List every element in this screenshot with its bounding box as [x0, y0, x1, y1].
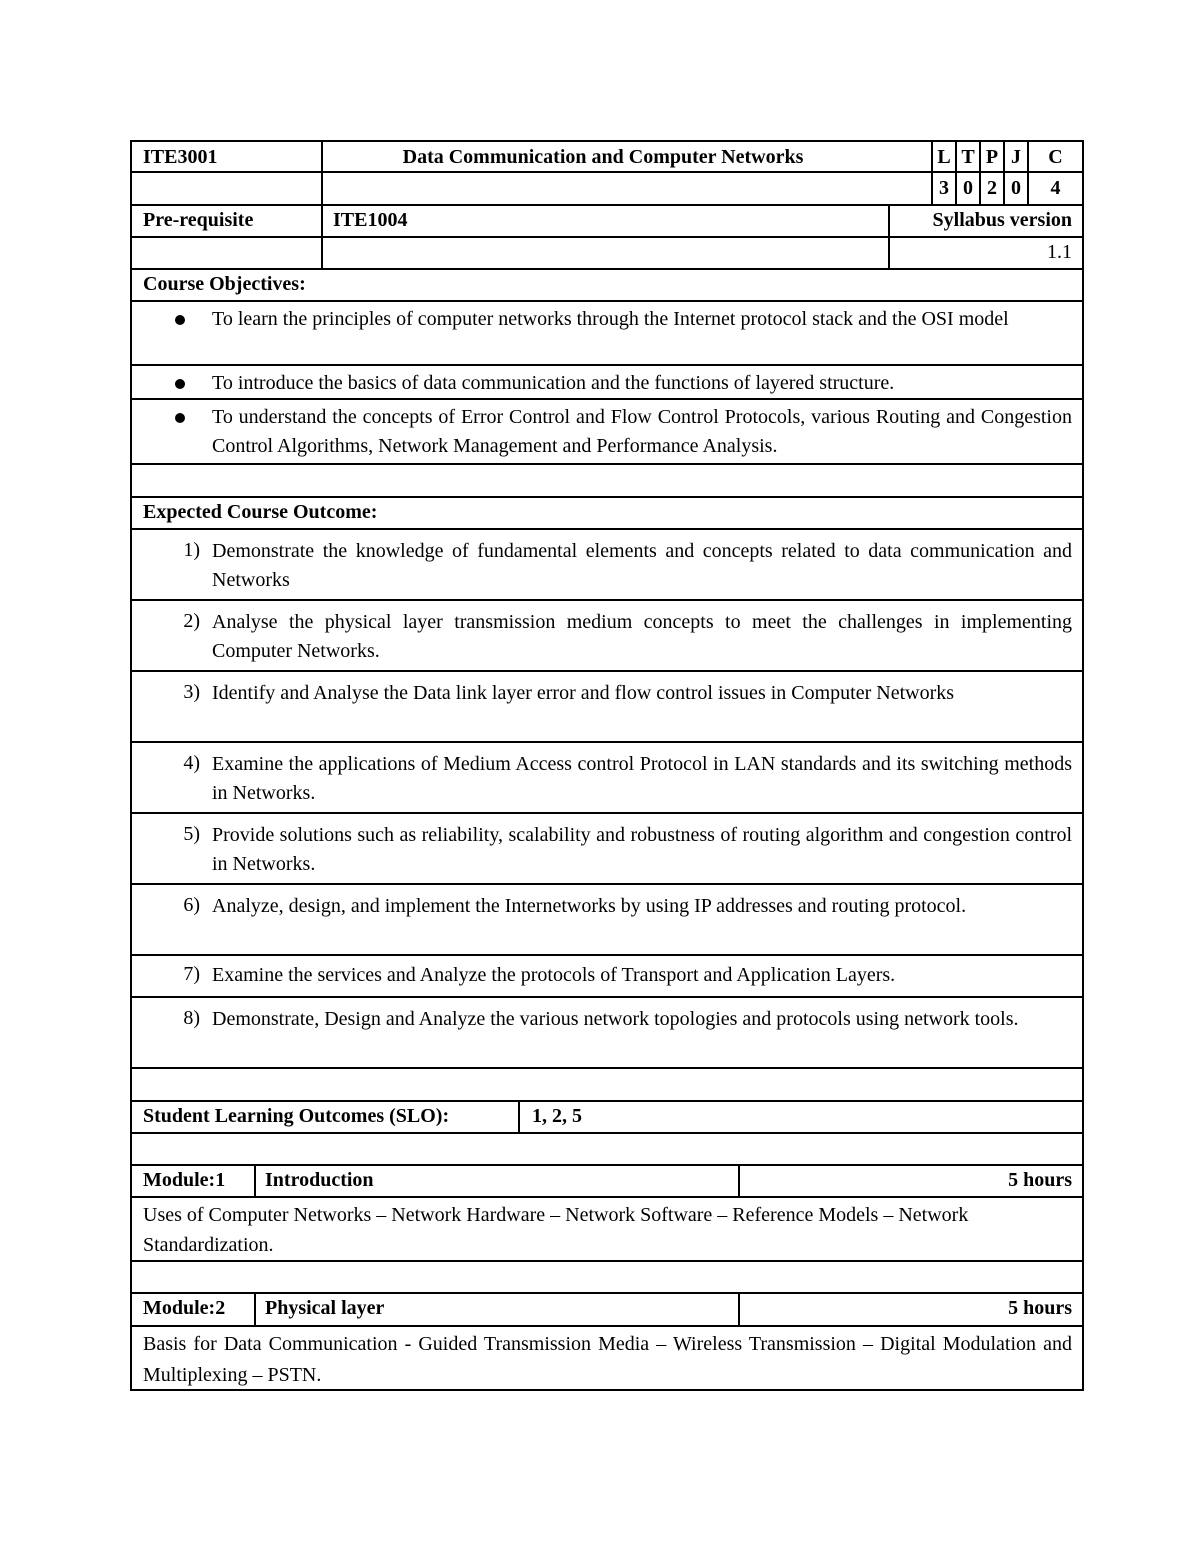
outcome-item: [130, 814, 1084, 885]
outcome-number: 7): [183, 963, 200, 985]
spacer-row: [130, 1134, 1084, 1166]
slo-label: Student Learning Outcomes (SLO):: [143, 1105, 450, 1127]
objective-item: [130, 302, 1084, 366]
module-2-title: Physical layer: [265, 1297, 385, 1319]
ltpjc-value-t: 0: [963, 177, 973, 199]
module-2-header: [130, 1294, 1084, 1327]
objective-item: [130, 366, 1084, 400]
outcome-item: [130, 601, 1084, 672]
objective-item: [130, 400, 1084, 465]
outcome-text: Examine the services and Analyze the protocols of Transport and Application Layers.: [212, 964, 896, 986]
bullet-icon: [175, 413, 185, 423]
outcome-number: 8): [183, 1007, 200, 1029]
module-2-content-row: [130, 1327, 1084, 1391]
module-2-hours: 5 hours: [1008, 1297, 1072, 1319]
ltpjc-value-l: 3: [939, 177, 949, 199]
slo-row: [130, 1102, 1084, 1134]
ltpjc-label-l: L: [937, 146, 951, 168]
outcome-item: [130, 956, 1084, 998]
ltpjc-value-j: 0: [1011, 177, 1021, 199]
outcome-text: Provide solutions such as reliability, scalability and robustness of routing algorithm and congestion control in Networks.: [212, 824, 1072, 875]
outcome-text: Analyse the physical layer transmission medium concepts to meet the challenges in implementing Computer Networks.: [212, 611, 1072, 662]
ltpjc-label-c: C: [1048, 146, 1063, 168]
outcome-item: [130, 885, 1084, 956]
syllabus-table: [130, 140, 1084, 1391]
outcomes-heading-row: [130, 498, 1084, 530]
outcome-item: [130, 672, 1084, 743]
bullet-icon: [175, 379, 185, 389]
outcome-text: Analyze, design, and implement the Internetworks by using IP addresses and routing protocol.: [212, 895, 967, 917]
ltpjc-value-c: 4: [1050, 177, 1061, 199]
ltpjc-label-j: J: [1011, 146, 1021, 168]
slo-value: 1, 2, 5: [532, 1105, 582, 1127]
credits-row: [130, 173, 1084, 206]
outcome-item: [130, 530, 1084, 601]
objective-text: To learn the principles of computer networks through the Internet protocol stack and the OSI model: [212, 308, 1009, 330]
prerequisite-row: [130, 206, 1084, 238]
objective-text: To understand the concepts of Error Control and Flow Control Protocols, various Routing and Congestion Control Algorithms, Network Management and Performance Analysis.: [212, 406, 1072, 457]
outcome-number: 5): [183, 823, 200, 845]
course-code: ITE3001: [143, 146, 218, 168]
syllabus-version-row: [130, 238, 1084, 270]
spacer-row: [130, 1262, 1084, 1294]
syllabus-version-label: Syllabus version: [932, 209, 1072, 231]
module-1-content-row: [130, 1198, 1084, 1262]
outcome-number: 3): [183, 681, 200, 703]
module-1-label: Module:1: [143, 1169, 226, 1191]
outcome-item: [130, 743, 1084, 814]
module-1-hours: 5 hours: [1008, 1169, 1072, 1191]
outcome-item: [130, 998, 1084, 1069]
module-1-title: Introduction: [265, 1169, 374, 1191]
outcome-number: 6): [183, 894, 200, 916]
module-1-header: [130, 1166, 1084, 1198]
ltpjc-label-t: T: [961, 146, 975, 168]
spacer-row: [130, 1069, 1084, 1102]
objectives-heading: Course Objectives:: [143, 273, 306, 295]
outcome-text: Demonstrate the knowledge of fundamental elements and concepts related to data communication and Networks: [212, 540, 1072, 591]
module-1-content: Uses of Computer Networks – Network Hardware – Network Software – Reference Models – Network Standardization.: [143, 1204, 969, 1256]
ltpjc-value-p: 2: [987, 177, 997, 199]
outcome-number: 4): [183, 752, 200, 774]
prerequisite-value: ITE1004: [333, 209, 408, 231]
outcomes-heading: Expected Course Outcome:: [143, 501, 378, 523]
outcome-text: Examine the applications of Medium Access control Protocol in LAN standards and its switching methods in Networks.: [212, 753, 1072, 804]
header-row: [130, 140, 1084, 173]
spacer-row: [130, 465, 1084, 498]
outcome-number: 1): [183, 539, 200, 561]
module-2-label: Module:2: [143, 1297, 226, 1319]
course-title: Data Communication and Computer Networks: [402, 146, 804, 168]
module-2-content: Basis for Data Communication - Guided Transmission Media – Wireless Transmission – Digital Modulation and Multiplexing – PSTN.: [143, 1333, 1072, 1386]
bullet-icon: [175, 315, 185, 325]
outcome-text: Identify and Analyse the Data link layer error and flow control issues in Computer Networks: [212, 682, 955, 704]
objective-text: To introduce the basics of data communication and the functions of layered structure.: [212, 372, 895, 394]
outcome-text: Demonstrate, Design and Analyze the various network topologies and protocols using network tools.: [212, 1008, 1019, 1030]
objectives-heading-row: [130, 270, 1084, 302]
syllabus-version-value: 1.1: [1047, 241, 1072, 263]
outcome-number: 2): [183, 610, 200, 632]
ltpjc-label-p: P: [985, 146, 999, 168]
prerequisite-label: Pre-requisite: [143, 209, 254, 231]
